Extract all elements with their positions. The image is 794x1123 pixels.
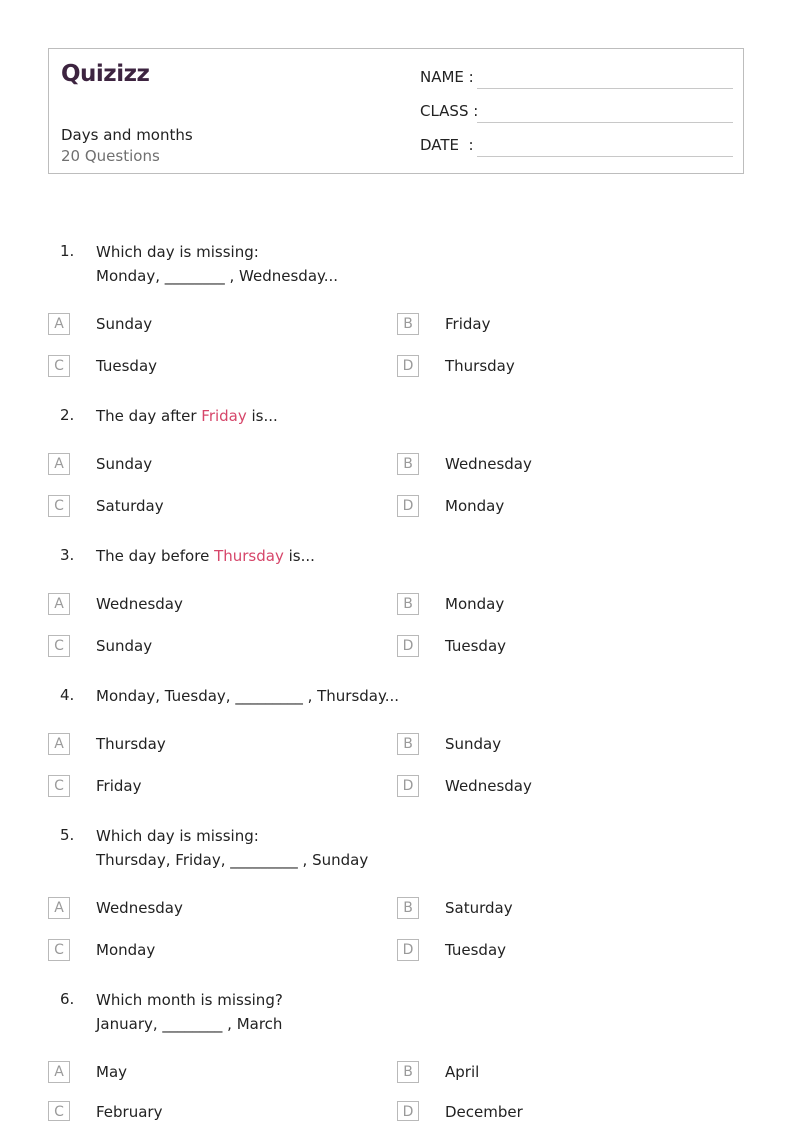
option-a-text: Sunday	[96, 315, 153, 333]
option-c-box[interactable]: C	[48, 775, 70, 797]
option-b-text: Saturday	[445, 899, 513, 917]
worksheet-title: Days and months	[61, 126, 193, 144]
option-c-text: Friday	[96, 777, 142, 795]
option-a-text: May	[96, 1063, 128, 1081]
date-label: DATE :	[420, 136, 474, 154]
option-d-text: Tuesday	[445, 941, 507, 959]
class-field	[420, 102, 478, 120]
option-a-box[interactable]: A	[48, 733, 70, 755]
option-b-box[interactable]: B	[397, 733, 419, 755]
option-c-box[interactable]: C	[48, 355, 70, 377]
question-text	[96, 988, 283, 1036]
option-b-box[interactable]: B	[397, 453, 419, 475]
option-d-box[interactable]: D	[397, 939, 419, 961]
option-a-text: Wednesday	[96, 595, 183, 613]
option-c-text: Monday	[96, 941, 156, 959]
question-text-post: is...	[283, 547, 315, 565]
name-label: NAME :	[420, 68, 474, 86]
question-number: 1.	[60, 242, 75, 260]
question-text	[96, 824, 368, 872]
option-c-text: Saturday	[96, 497, 164, 515]
option-d-text: Wednesday	[445, 777, 532, 795]
option-d-text: December	[445, 1103, 523, 1121]
option-b-text: Sunday	[445, 735, 502, 753]
option-b-box[interactable]: B	[397, 313, 419, 335]
option-c-box[interactable]: C	[48, 1101, 70, 1121]
option-b-text: Wednesday	[445, 455, 532, 473]
option-d-text: Monday	[445, 497, 505, 515]
option-b-box[interactable]: B	[397, 1061, 419, 1083]
option-a-box[interactable]: A	[48, 313, 70, 335]
option-a-box[interactable]: A	[48, 593, 70, 615]
option-a-text: Thursday	[96, 735, 166, 753]
question-line: Thursday, Friday, _________ , Sunday	[96, 851, 369, 869]
worksheet-header	[48, 48, 744, 174]
question-number: 4.	[60, 686, 75, 704]
option-c-text: February	[96, 1103, 163, 1121]
question-number: 2.	[60, 406, 75, 424]
option-d-box[interactable]: D	[397, 495, 419, 517]
question-number: 3.	[60, 546, 75, 564]
question-text	[96, 684, 399, 708]
question-line: January, ________ , March	[96, 1015, 283, 1033]
question-line: Monday, Tuesday, _________ , Thursday...	[96, 687, 400, 705]
option-c-box[interactable]: C	[48, 635, 70, 657]
question-text-pre: The day after	[96, 407, 202, 425]
option-d-text: Thursday	[445, 357, 515, 375]
option-d-box[interactable]: D	[397, 635, 419, 657]
option-c-box[interactable]: C	[48, 939, 70, 961]
question-text	[96, 544, 315, 568]
highlighted-word: Friday	[201, 407, 247, 425]
option-b-text: April	[445, 1063, 480, 1081]
question-line: Which month is missing?	[96, 991, 283, 1009]
name-line	[477, 88, 733, 89]
option-c-text: Sunday	[96, 637, 153, 655]
question-line: Which day is missing:	[96, 243, 259, 261]
option-c-box[interactable]: C	[48, 495, 70, 517]
option-b-box[interactable]: B	[397, 593, 419, 615]
question-count: 20 Questions	[61, 147, 160, 165]
option-a-text: Sunday	[96, 455, 153, 473]
option-d-text: Tuesday	[445, 637, 507, 655]
date-line	[477, 156, 733, 157]
question-text-pre: The day before	[96, 547, 215, 565]
question-text-post: is...	[246, 407, 278, 425]
question-text	[96, 404, 278, 428]
option-a-box[interactable]: A	[48, 1061, 70, 1083]
date-field	[420, 136, 474, 154]
option-a-text: Wednesday	[96, 899, 183, 917]
option-b-box[interactable]: B	[397, 897, 419, 919]
option-d-box[interactable]: D	[397, 1101, 419, 1121]
option-a-box[interactable]: A	[48, 453, 70, 475]
option-b-text: Monday	[445, 595, 505, 613]
option-d-box[interactable]: D	[397, 355, 419, 377]
question-line: Monday, ________ , Wednesday...	[96, 267, 339, 285]
name-field	[420, 68, 474, 86]
question-number: 5.	[60, 826, 75, 844]
class-label: CLASS :	[420, 102, 479, 120]
option-b-text: Friday	[445, 315, 491, 333]
question-number: 6.	[60, 990, 75, 1008]
question-text	[96, 240, 338, 288]
quizizz-logo: Quizizz	[61, 61, 150, 87]
option-d-box[interactable]: D	[397, 775, 419, 797]
class-line	[477, 122, 733, 123]
option-c-text: Tuesday	[96, 357, 158, 375]
highlighted-word: Thursday	[214, 547, 284, 565]
question-line: Which day is missing:	[96, 827, 259, 845]
option-a-box[interactable]: A	[48, 897, 70, 919]
